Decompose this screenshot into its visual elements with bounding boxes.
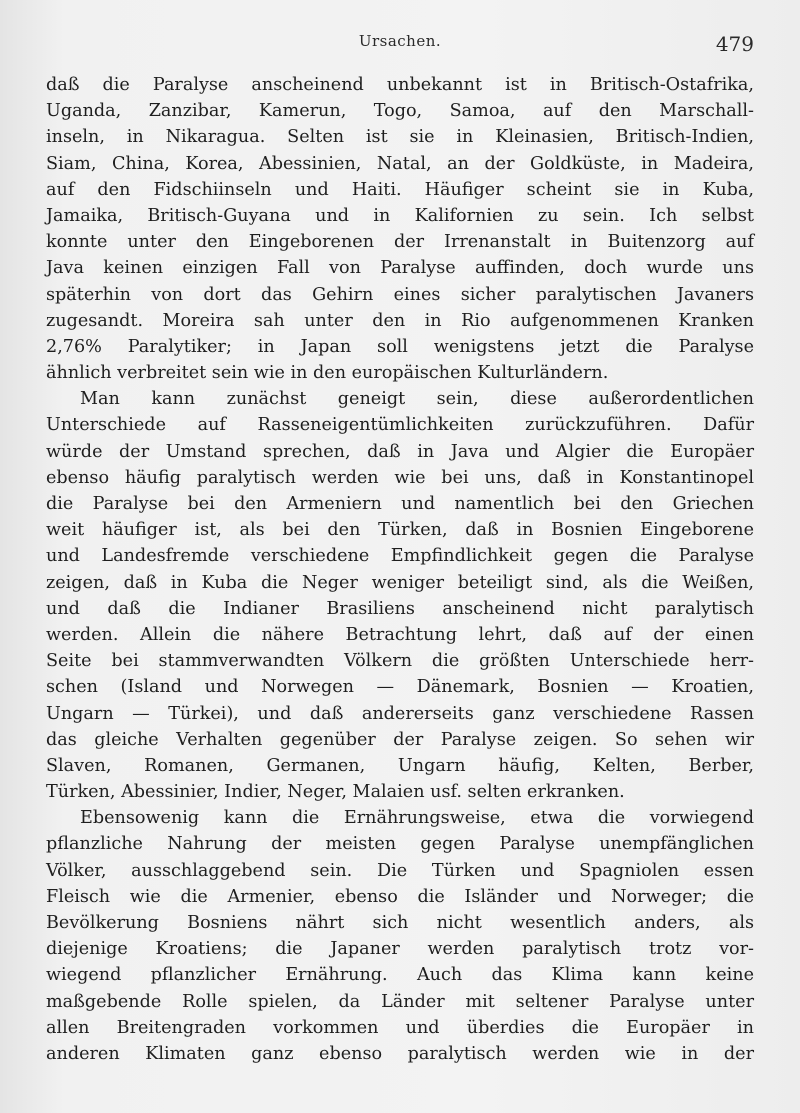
text-line: zeigen, daß in Kuba die Neger weniger beteiligt sind, als die Weißen, (46, 572, 754, 593)
text-line: die Paralyse bei den Armeniern und namentlich bei den Griechen (46, 494, 754, 514)
text-line: ähnlich verbreitet sein wie in den europäischen Kulturländern. (46, 363, 609, 384)
text-line: schen (Island und Norwegen — Dänemark, Bosnien — Kroatien, (46, 677, 754, 698)
text-line: inseln, in Nikaragua. Selten ist sie in Kleinasien, Britisch-Indien, (46, 127, 754, 148)
page-header (0, 30, 800, 60)
text-line: Slaven, Romanen, Germanen, Ungarn häufig, Kelten, Berber, (46, 755, 754, 776)
text-line: Siam, China, Korea, Abessinien, Natal, an der Goldküste, in Madeira, (46, 153, 754, 174)
text-line: allen Breitengraden vorkommen und überdies die Europäer in (46, 1017, 754, 1038)
text-line: und daß die Indianer Brasiliens anscheinend nicht paralytisch (46, 598, 754, 619)
text-line: ebenso häufig paralytisch werden wie bei uns, daß in Konstantinopel (46, 467, 754, 488)
text-line: zugesandt. Moreira sah unter den in Rio aufgenommenen Kranken (46, 310, 754, 331)
text-line: maßgebende Rolle spielen, da Länder mit seltener Paralyse unter (46, 991, 754, 1012)
text-line: würde der Umstand sprechen, daß in Java und Algier die Europäer (46, 441, 754, 462)
text-line: Bevölkerung Bosniens nährt sich nicht wesentlich anders, als (46, 913, 754, 933)
running-head: Ursachen. (358, 32, 442, 50)
text-line: Türken, Abessinier, Indier, Neger, Malaien usf. selten erkranken. (46, 782, 625, 803)
paragraph-start-line: Ebensowenig kann die Ernährungsweise, etwa die vorwiegend (80, 808, 754, 829)
text-line: Jamaika, Britisch-Guyana und in Kalifornien zu sein. Ich selbst (46, 205, 754, 226)
text-line: diejenige Kroatiens; die Japaner werden paralytisch trotz vor- (46, 939, 754, 960)
text-line: anderen Klimaten ganz ebenso paralytisch werden wie in der (46, 1043, 754, 1064)
text-line: 2,76% Paralytiker; in Japan soll wenigstens jetzt die Paralyse (46, 336, 754, 357)
text-line: Unterschiede auf Rasseneigentümlichkeiten zurückzuführen. Dafür (46, 415, 754, 436)
page-number: 479 (715, 32, 754, 56)
text-line: Völker, ausschlaggebend sein. Die Türken und Spagniolen essen (46, 860, 754, 881)
text-line: Java keinen einzigen Fall von Paralyse auffinden, doch wurde uns (46, 258, 754, 279)
text-line: Fleisch wie die Armenier, ebenso die Isländer und Norweger; die (46, 886, 754, 907)
text-line: späterhin von dort das Gehirn eines sicher paralytischen Javaners (46, 284, 754, 305)
text-line: das gleiche Verhalten gegenüber der Paralyse zeigen. So sehen wir (46, 729, 754, 750)
body-text (46, 72, 754, 1067)
text-line: werden. Allein die nähere Betrachtung lehrt, daß auf der einen (46, 624, 754, 645)
text-line: und Landesfremde verschiedene Empfindlichkeit gegen die Paralyse (46, 546, 754, 567)
text-line: wiegend pflanzlicher Ernährung. Auch das Klima kann keine (46, 965, 754, 986)
text-line: auf den Fidschiinseln und Haiti. Häufiger scheint sie in Kuba, (46, 179, 754, 200)
paragraph-start-line: Man kann zunächst geneigt sein, diese außerordentlichen (80, 389, 754, 410)
text-line: Ungarn — Türkei), und daß andererseits ganz verschiedene Rassen (46, 703, 754, 724)
text-line: daß die Paralyse anscheinend unbekannt ist in Britisch-Ostafrika, (46, 75, 754, 95)
text-line: Uganda, Zanzibar, Kamerun, Togo, Samoa, auf den Marschall- (46, 101, 754, 122)
text-line: Seite bei stammverwandten Völkern die größten Unterschiede herr- (46, 651, 754, 672)
text-line: pflanzliche Nahrung der meisten gegen Paralyse unempfänglichen (46, 834, 754, 855)
text-line: konnte unter den Eingeborenen der Irrenanstalt in Buitenzorg auf (46, 232, 754, 253)
text-line: weit häufiger ist, als bei den Türken, daß in Bosnien Eingeborene (46, 520, 754, 541)
